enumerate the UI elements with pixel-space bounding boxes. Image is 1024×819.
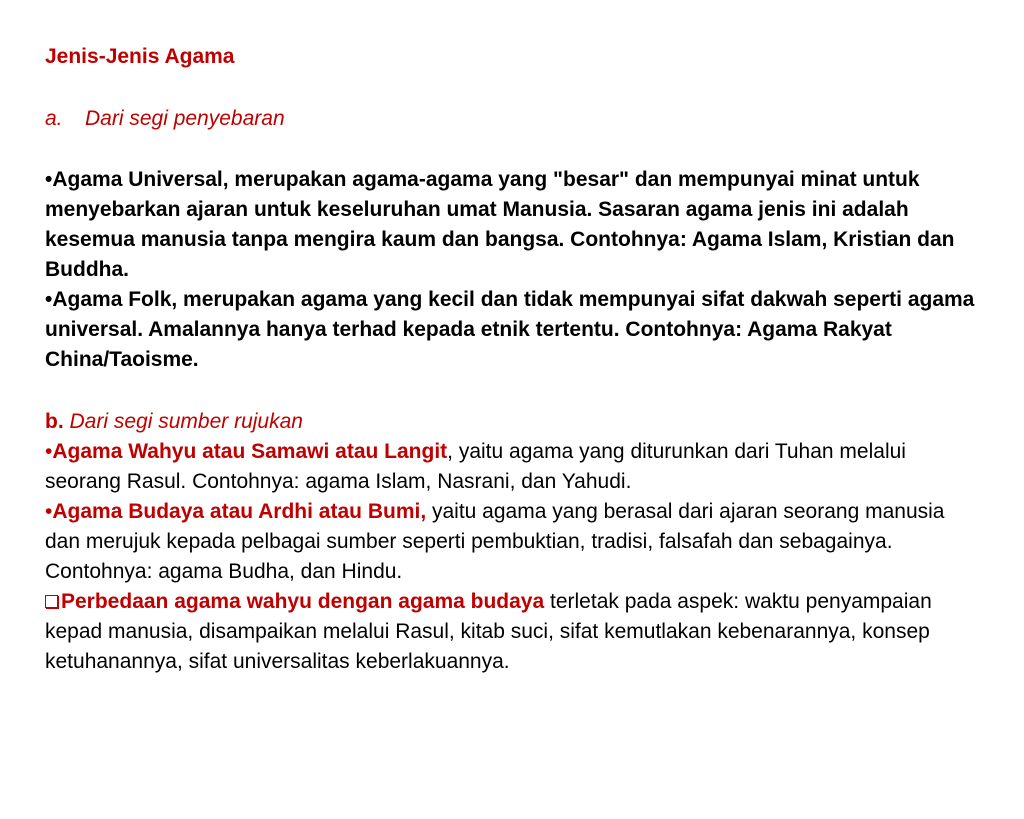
bullet-marker: • — [45, 440, 53, 463]
bullet-marker: • — [45, 500, 53, 523]
bullet-agama-wahyu-text: , yaitu agama yang diturunkan dari Tuhan melalui seorang Rasul. Contohnya: agama Islam, Nasrani, dan Yahudi. — [45, 440, 906, 493]
spacer — [45, 72, 985, 103]
bullet-agama-wahyu — [45, 437, 985, 497]
spacer — [45, 134, 985, 165]
section-a-heading — [45, 103, 985, 134]
term-perbedaan: Perbedaan agama wahyu dengan agama budaya — [61, 590, 545, 613]
section-a-marker: a. — [45, 107, 63, 130]
section-b-heading-text: Dari segi sumber rujukan — [69, 410, 303, 433]
spacer — [45, 375, 985, 406]
bullet-agama-budaya — [45, 497, 985, 587]
slide-content — [45, 41, 985, 677]
checkbox-bullet-icon — [45, 595, 58, 608]
slide-title: Jenis-Jenis Agama — [45, 45, 235, 68]
section-b-heading — [45, 406, 985, 437]
bullet-perbedaan — [45, 587, 985, 677]
bullet-perbedaan-text: terletak pada aspek: waktu penyampaian kepad manusia, disampaikan melalui Rasul, kitab suci, sifat kemutlakan kebenarannya, konsep ketuhanannya, sifat universalitas keberlakuannya. — [45, 590, 932, 673]
section-b-marker: b. — [45, 410, 64, 433]
bullet-agama-universal: •Agama Universal, merupakan agama-agama yang "besar" dan mempunyai minat untuk menyebarkan ajaran untuk keseluruhan umat Manusia. Sasaran agama jenis ini adalah kesemua manusia tanpa mengira kaum dan bangsa. Contohnya: Agama Islam, Kristian dan Buddha. — [45, 168, 955, 281]
term-agama-wahyu: Agama Wahyu atau Samawi atau Langit — [52, 440, 448, 463]
bullet-agama-folk: •Agama Folk, merupakan agama yang kecil dan tidak mempunyai sifat dakwah seperti agama universal. Amalannya hanya terhad kepada etnik tertentu. Contohnya: Agama Rakyat China/Taoisme. — [45, 288, 975, 371]
term-agama-budaya: Agama Budaya atau Ardhi atau Bumi, — [52, 500, 427, 523]
bullet-agama-budaya-text: yaitu agama yang berasal dari ajaran seorang manusia dan merujuk kepada pelbagai sumber seperti pembuktian, tradisi, falsafah dan sebagainya. Contohnya: agama Budha, dan Hindu. — [45, 500, 945, 583]
section-a-heading-text: Dari segi penyebaran — [85, 107, 285, 130]
